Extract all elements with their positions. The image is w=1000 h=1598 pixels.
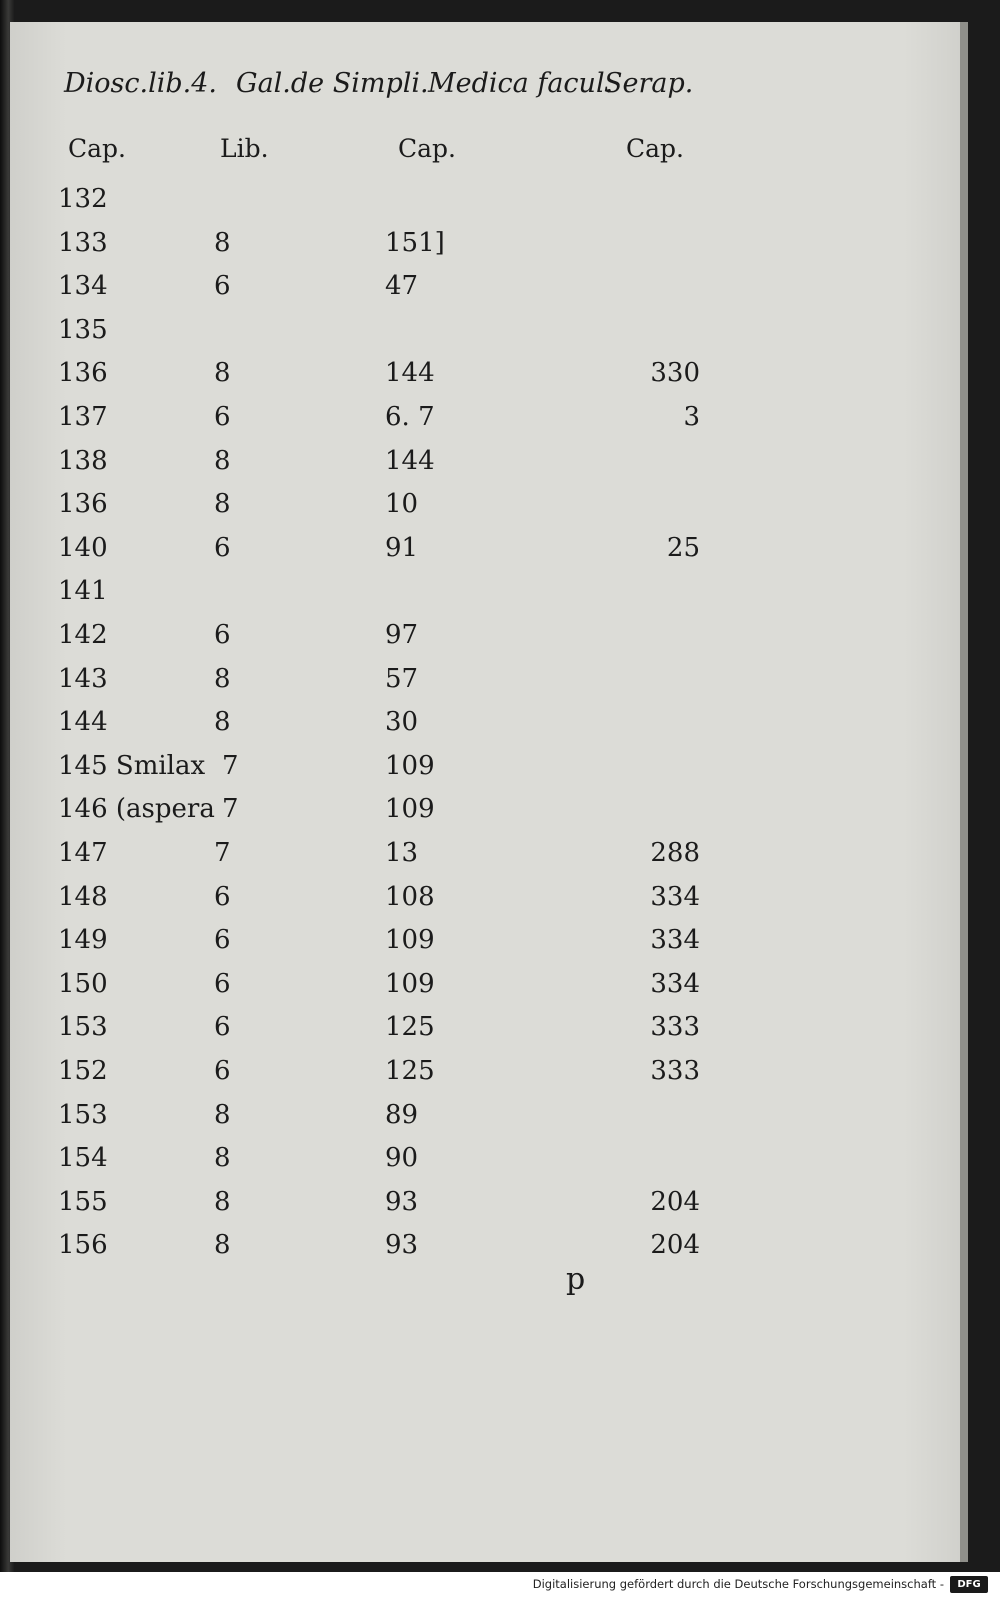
table-cell-medica-cap: 109: [385, 751, 435, 781]
table-cell-lib: 8: [214, 707, 231, 737]
table-cell-cap: 155: [58, 1187, 108, 1217]
book-page: [10, 22, 962, 1562]
table-cell-lib: 7: [222, 751, 239, 781]
table-cell-serap-cap: 288: [650, 838, 700, 868]
table-cell-cap: 135: [58, 315, 108, 345]
table-cell-medica-cap: 97: [385, 620, 419, 650]
table-cell-lib: 6: [214, 402, 231, 432]
table-cell-cap: 153: [58, 1100, 108, 1130]
header-galen: Gal.de Simpli.: [236, 68, 429, 99]
table-cell-medica-cap: 109: [385, 794, 435, 824]
table-cell-medica-cap: 47: [385, 271, 419, 301]
table-cell-cap: 143: [58, 664, 108, 694]
table-cell-cap: 132: [58, 184, 108, 214]
table-cell-serap-cap: 3: [683, 402, 700, 432]
table-cell-lib: 6: [214, 533, 231, 563]
table-cell-medica-cap: 91: [385, 533, 419, 563]
table-cell-medica-cap: 144: [385, 446, 435, 476]
table-cell-serap-cap: 334: [650, 882, 700, 912]
table-cell-lib: 6: [214, 1012, 231, 1042]
table-cell-medica-cap: 13: [385, 838, 419, 868]
signature-mark: p: [566, 1262, 586, 1297]
table-cell-medica-cap: 6. 7: [385, 402, 435, 432]
table-cell-cap: 138: [58, 446, 108, 476]
header-serapion: Serap.: [604, 68, 694, 99]
table-cell-medica-cap: 30: [385, 707, 419, 737]
table-cell-serap-cap: 334: [650, 969, 700, 999]
table-cell-medica-cap: 151]: [385, 228, 445, 258]
table-cell-medica-cap: 109: [385, 969, 435, 999]
table-cell-cap: 152: [58, 1056, 108, 1086]
table-cell-medica-cap: 109: [385, 925, 435, 955]
table-cell-medica-cap: 57: [385, 664, 419, 694]
table-cell-cap: 147: [58, 838, 108, 868]
table-cell-lib: 8: [214, 1143, 231, 1173]
table-cell-lib: 8: [214, 1230, 231, 1260]
table-cell-lib: 8: [214, 1187, 231, 1217]
table-cell-cap: 154: [58, 1143, 108, 1173]
table-cell-lib: 8: [214, 1100, 231, 1130]
table-cell-medica-cap: 89: [385, 1100, 419, 1130]
table-cell-cap: 136: [58, 489, 108, 519]
header-dioscorides: Diosc.lib.4.: [64, 68, 217, 99]
table-cell-cap: 136: [58, 358, 108, 388]
footer-bar: [0, 1572, 1000, 1598]
table-cell-lib: 7: [222, 794, 239, 824]
table-cell-lib: 8: [214, 489, 231, 519]
table-cell-lib: 8: [214, 358, 231, 388]
table-cell-cap: 156: [58, 1230, 108, 1260]
table-cell-serap-cap: 204: [650, 1187, 700, 1217]
table-cell-lib: 6: [214, 925, 231, 955]
table-cell-medica-cap: 125: [385, 1056, 435, 1086]
table-cell-medica-cap: 125: [385, 1012, 435, 1042]
table-cell-cap: 134: [58, 271, 108, 301]
table-cell-serap-cap: 333: [650, 1012, 700, 1042]
header-medica: Medica facul.: [428, 68, 614, 99]
subheader-cap-3: Cap.: [626, 134, 684, 163]
table-cell-cap: 140: [58, 533, 108, 563]
page-edge: [960, 22, 968, 1562]
table-cell-serap-cap: 333: [650, 1056, 700, 1086]
table-cell-lib: 6: [214, 882, 231, 912]
table-cell-cap: 146 (aspera: [58, 794, 215, 824]
table-cell-lib: 6: [214, 271, 231, 301]
table-cell-cap: 150: [58, 969, 108, 999]
table-cell-lib: 6: [214, 969, 231, 999]
table-cell-cap: 141: [58, 576, 108, 606]
dfg-logo: DFG: [950, 1576, 988, 1593]
table-cell-cap: 145 Smilax: [58, 751, 206, 781]
table-cell-cap: 144: [58, 707, 108, 737]
table-cell-serap-cap: 334: [650, 925, 700, 955]
table-cell-medica-cap: 93: [385, 1230, 419, 1260]
subheader-cap-1: Cap.: [68, 134, 126, 163]
table-cell-cap: 133: [58, 228, 108, 258]
table-cell-medica-cap: 93: [385, 1187, 419, 1217]
table-cell-lib: 8: [214, 228, 231, 258]
table-cell-lib: 7: [214, 838, 231, 868]
table-cell-serap-cap: 25: [666, 533, 700, 563]
table-cell-lib: 8: [214, 664, 231, 694]
footer-credit: Digitalisierung gefördert durch die Deutsche Forschungsgemeinschaft -: [532, 1577, 944, 1591]
table-cell-lib: 6: [214, 620, 231, 650]
table-cell-medica-cap: 108: [385, 882, 435, 912]
subheader-cap-2: Cap.: [398, 134, 456, 163]
table-cell-cap: 148: [58, 882, 108, 912]
table-cell-medica-cap: 90: [385, 1143, 419, 1173]
table-cell-cap: 137: [58, 402, 108, 432]
table-cell-lib: 6: [214, 1056, 231, 1086]
table-cell-cap: 142: [58, 620, 108, 650]
table-cell-cap: 149: [58, 925, 108, 955]
table-cell-cap: 153: [58, 1012, 108, 1042]
table-cell-medica-cap: 144: [385, 358, 435, 388]
table-cell-serap-cap: 330: [650, 358, 700, 388]
table-cell-lib: 8: [214, 446, 231, 476]
table-cell-serap-cap: 204: [650, 1230, 700, 1260]
table-cell-medica-cap: 10: [385, 489, 419, 519]
subheader-lib: Lib.: [220, 134, 269, 163]
